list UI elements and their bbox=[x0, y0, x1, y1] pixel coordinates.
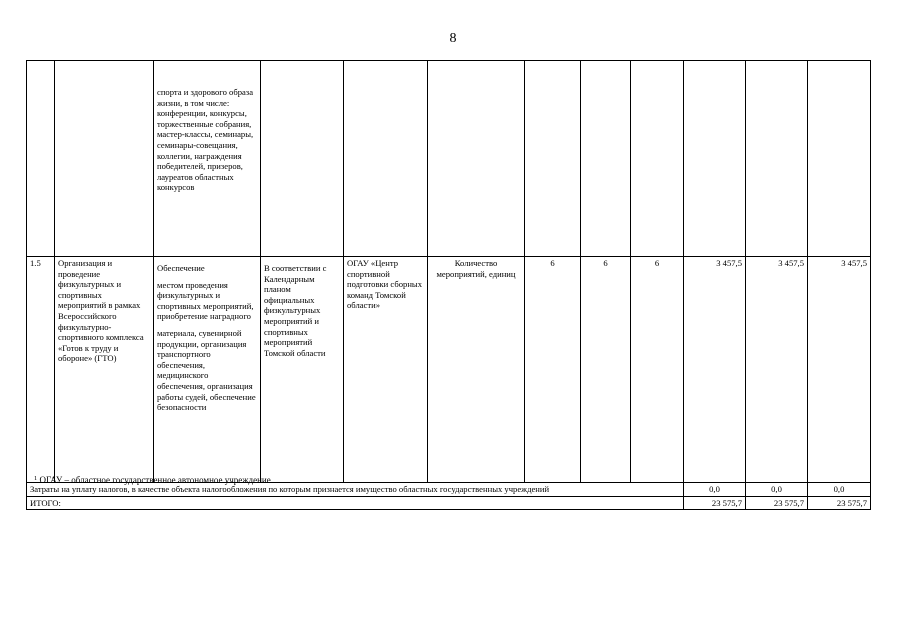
cell-value-3 bbox=[631, 61, 684, 257]
budget-table bbox=[26, 60, 871, 510]
amount-1: 3 457,5 bbox=[684, 257, 746, 483]
taxes-amount-1: 0,0 bbox=[684, 483, 746, 497]
expense-title: Обеспечение bbox=[157, 263, 205, 273]
footnote bbox=[34, 473, 271, 486]
cell-executor bbox=[344, 61, 428, 257]
cell-indicator bbox=[428, 61, 525, 257]
executor-text: ОГАУ «Центр спортивной подготовки сборных команд Томской области» bbox=[344, 257, 428, 483]
indicator-text: Количество мероприятий, единиц bbox=[428, 257, 525, 483]
cell-number bbox=[27, 61, 55, 257]
row-number: 1.5 bbox=[27, 257, 55, 483]
cell-value-1 bbox=[525, 61, 581, 257]
cell-name bbox=[55, 61, 154, 257]
expense-description bbox=[154, 257, 261, 483]
total-amount-3: 23 575,7 bbox=[808, 496, 871, 510]
table-row-continuation bbox=[27, 61, 871, 257]
event-name: Организация и проведение физкультурных и спортивных мероприятий в рамках Всероссийского физкультурно-спортивного комплекса «Готов к труду и обороне» (ГТО) bbox=[55, 257, 154, 483]
expense-part-1: местом проведения физкультурных и спортивных мероприятий, приобретение наградного bbox=[157, 279, 254, 322]
total-amount-2: 23 575,7 bbox=[746, 496, 808, 510]
page-number: 8 bbox=[449, 31, 457, 46]
total-label: ИТОГО: bbox=[27, 496, 684, 510]
taxes-label: Затраты на уплату налогов, в качестве объекта налогообложения по которым признается имущество областных государственных учреждений bbox=[27, 483, 684, 497]
basis-text: В соответствии с Календарным планом официальных физкультурных мероприятий и спортивных мероприятий Томской области bbox=[261, 257, 344, 483]
cell-expense-continued bbox=[154, 61, 261, 257]
cell-amount-3 bbox=[808, 61, 871, 257]
indicator-value-3: 6 bbox=[631, 257, 684, 483]
continuation-description: спорта и здорового образа жизни, в том числе: конференции, конкурсы, торжественные собрания, мастер-классы, семинары, семинары-совещания, коллегии, награждения победителей, призеров, лауреатов областных конкурсов bbox=[157, 87, 254, 193]
footnote-text: ОГАУ – областное государственное автономное учреждение bbox=[39, 475, 271, 485]
taxes-amount-2: 0,0 bbox=[746, 483, 808, 497]
expense-part-2: материала, сувенирной продукции, организация транспортного обеспечения, медицинского обеспечения, организация работы судей, обеспечение безопасности bbox=[157, 327, 256, 413]
cell-basis bbox=[261, 61, 344, 257]
amount-2: 3 457,5 bbox=[746, 257, 808, 483]
indicator-value-2: 6 bbox=[581, 257, 631, 483]
total-row bbox=[27, 496, 871, 510]
cell-value-2 bbox=[581, 61, 631, 257]
taxes-amount-3: 0,0 bbox=[808, 483, 871, 497]
footnote-mark: 1 bbox=[34, 475, 38, 482]
cell-amount-2 bbox=[746, 61, 808, 257]
amount-3: 3 457,5 bbox=[808, 257, 871, 483]
table-row-1-5 bbox=[27, 257, 871, 483]
cell-amount-1 bbox=[684, 61, 746, 257]
total-amount-1: 23 575,7 bbox=[684, 496, 746, 510]
indicator-value-1: 6 bbox=[525, 257, 581, 483]
